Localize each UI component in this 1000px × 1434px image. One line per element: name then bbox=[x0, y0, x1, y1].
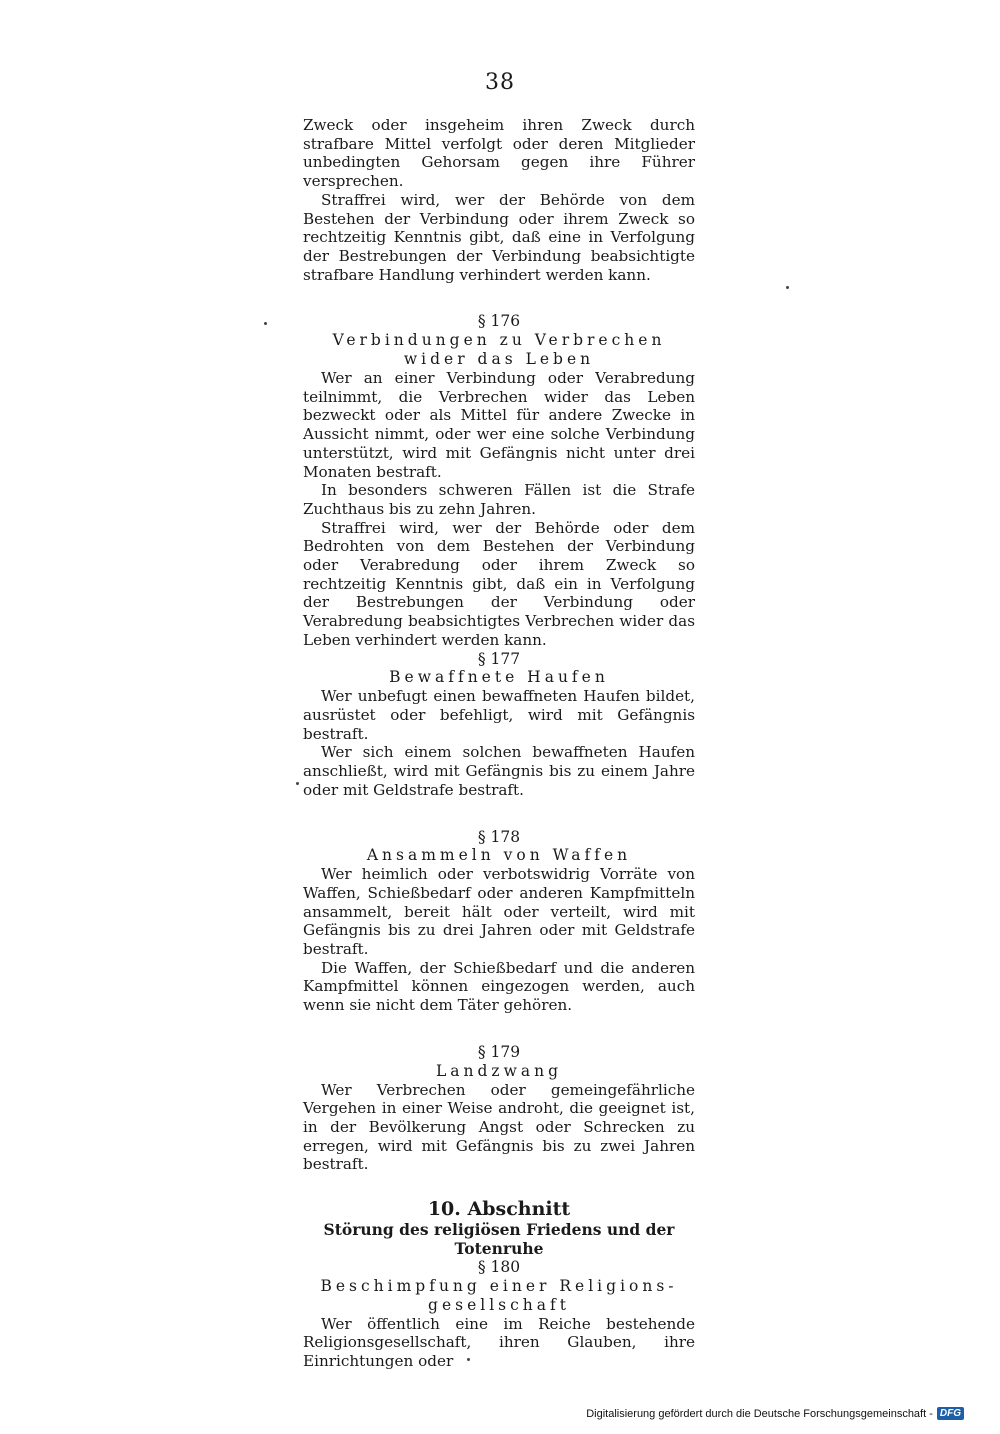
section-176-title-line1: Verbindungen zu Verbrechen bbox=[332, 331, 666, 350]
section-176-paragraph-2: In besonders schweren Fällen ist die Strafe Zuchthaus bis zu zehn Jahren. bbox=[303, 481, 695, 518]
scan-speck bbox=[264, 322, 267, 325]
section-179-number: § 179 bbox=[477, 1042, 521, 1061]
section-176-paragraph-1: Wer an einer Verbindung oder Verabredung teilnimmt, die Verbrechen wider das Leben bezweckt oder als Mittel für andere Zwecke in Aussicht nimmt, oder wer eine solche Verbindung unterstützt, wird mit Gefängnis nicht unter drei Monaten bestraft. bbox=[303, 369, 695, 481]
section-10-subtitle-line2: Totenruhe bbox=[454, 1239, 544, 1259]
section-177-title: Bewaffnete Haufen bbox=[389, 668, 609, 687]
section-177-paragraph-1: Wer unbefugt einen bewaffneten Haufen bildet, ausrüstet oder befehligt, wird mit Gefängnis bestraft. bbox=[303, 687, 695, 743]
section-179-title: Landzwang bbox=[435, 1061, 563, 1080]
section-177-number: § 177 bbox=[477, 649, 521, 668]
intro-paragraph-2: Straffrei wird, wer der Behörde von dem Bestehen der Verbindung oder ihrem Zweck so rechtzeitig Kenntnis gibt, daß eine in Verfolgung der Bestrebungen der Verbindung beabsichtigte strafbare Handlung verhindert werden kann. bbox=[303, 190, 695, 284]
scan-speck bbox=[786, 286, 789, 289]
intro-paragraph-1: Zweck oder insgeheim ihren Zweck durch strafbare Mittel verfolgt oder deren Mitglieder unbedingten Gehorsam gegen ihre Führer versprechen. bbox=[303, 116, 695, 191]
section-180-number: § 180 bbox=[477, 1258, 521, 1277]
text-column bbox=[303, 116, 695, 1371]
section-176-title-line2: wider das Leben bbox=[403, 350, 595, 369]
section-176-paragraph-3: Straffrei wird, wer der Behörde oder dem Bedrohten von dem Bestehen der Verbindung oder Verabredung oder ihrem Zweck so rechtzeitig Kenntnis gibt, daß ein in Verfolgung der Bestrebungen der Verbindung oder Verabredung beabsichtigtes Verbrechen wider das Leben verhindert werden kann. bbox=[303, 518, 695, 649]
section-178-number: § 178 bbox=[477, 827, 521, 846]
section-10-subtitle-line1: Störung des religiösen Friedens und der bbox=[323, 1220, 675, 1240]
section-176-number: § 176 bbox=[477, 312, 521, 331]
dfg-logo-icon: DFG bbox=[937, 1407, 964, 1420]
page-number: 38 bbox=[485, 70, 515, 95]
section-178-paragraph-2: Die Waffen, der Schießbedarf und die anderen Kampfmittel können eingezogen werden, auch wenn sie nicht dem Täter gehören. bbox=[303, 958, 695, 1015]
section-180-title-line2: gesellschaft bbox=[428, 1295, 570, 1314]
section-180-paragraph-1: Wer öffentlich eine im Reiche bestehende Religionsgesellschaft, ihren Glauben, ihre Einrichtungen oder bbox=[303, 1314, 695, 1371]
scan-speck bbox=[467, 1358, 470, 1361]
section-10-heading: 10. Abschnitt bbox=[427, 1198, 571, 1221]
section-178-title: Ansammeln von Waffen bbox=[366, 846, 632, 865]
section-178-paragraph-1: Wer heimlich oder verbotswidrig Vorräte von Waffen, Schießbedarf oder anderen Kampfmitteln ansammelt, bereit hält oder verteilt, wird mit Gefängnis bis zu drei Jahren oder mit Geldstrafe bestraft. bbox=[303, 865, 695, 959]
section-177-paragraph-2: Wer sich einem solchen bewaffneten Haufen anschließt, wird mit Gefängnis bis zu einem Jahre oder mit Geldstrafe bestraft. bbox=[303, 743, 695, 799]
scan-speck bbox=[296, 782, 299, 785]
digitization-credit bbox=[586, 1407, 964, 1420]
footer-credit-text: Digitalisierung gefördert durch die Deutsche Forschungsgemeinschaft - bbox=[586, 1407, 933, 1420]
section-179-paragraph-1: Wer Verbrechen oder gemeingefährliche Vergehen in einer Weise androht, die geeignet ist, in der Bevölkerung Angst oder Schrecken zu erregen, wird mit Gefängnis bis zu zwei Jahren bestraft. bbox=[303, 1080, 695, 1174]
section-180-title-line1: Beschimpfung einer Religions- bbox=[320, 1276, 678, 1295]
